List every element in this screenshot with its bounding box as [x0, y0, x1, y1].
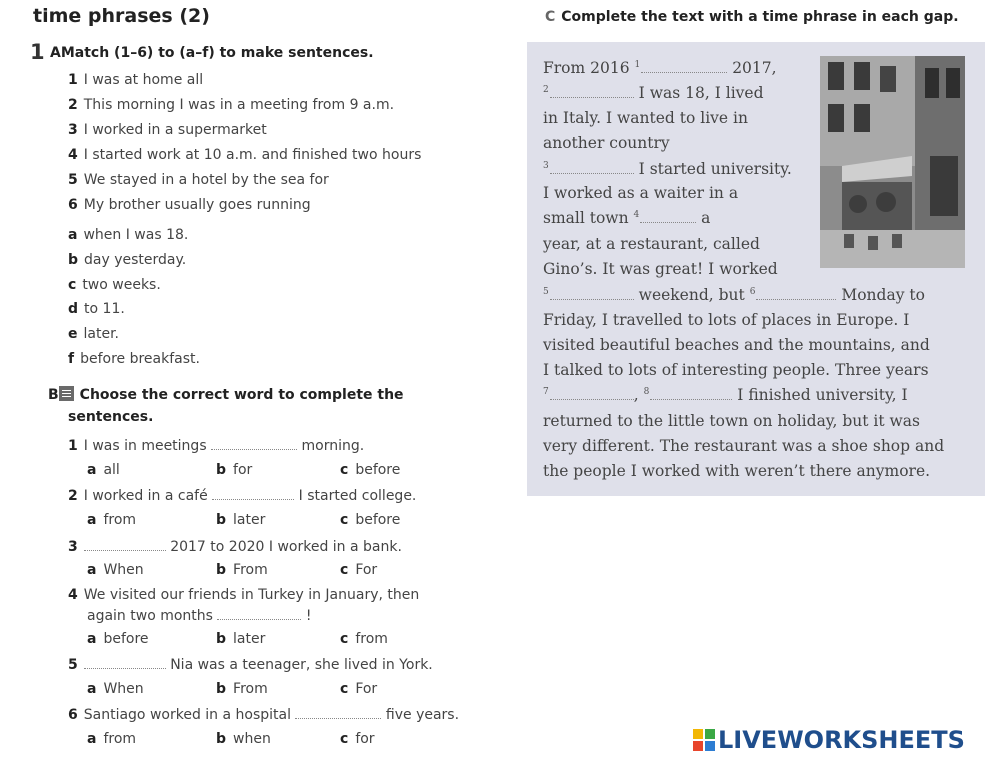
- option-a[interactable]: a before: [87, 631, 149, 647]
- option-c[interactable]: c for: [340, 731, 375, 747]
- book-icon: [59, 386, 74, 401]
- part-a-instruction: Match (1–6) to (a–f) to make sentences.: [60, 45, 374, 61]
- option-b[interactable]: b From: [216, 681, 268, 697]
- text-line: year, at a restaurant, called: [543, 235, 760, 253]
- option-a[interactable]: a from: [87, 731, 137, 747]
- text-line: $^7$ , $^8$ I finished university, I: [543, 386, 908, 404]
- list-item: f before breakfast.: [68, 351, 200, 367]
- option-c[interactable]: c before: [340, 462, 401, 478]
- question-6: 6 Santiago worked in a hospital five years.: [68, 707, 460, 723]
- list-item: 2 This morning I was in a meeting from 9 a.m.: [68, 97, 395, 113]
- answer-gap[interactable]: [212, 487, 294, 500]
- part-a-letter: A: [50, 45, 61, 61]
- exercise-number: 1: [30, 40, 45, 64]
- list-item: c two weeks.: [68, 277, 161, 293]
- question-4-line-2: again two months !: [87, 608, 312, 624]
- option-b[interactable]: b later: [216, 512, 266, 528]
- liveworksheets-logo: LIVEWORKSHEETS: [693, 726, 965, 754]
- question-5: 5 Nia was a teenager, she lived in York.: [68, 657, 433, 673]
- part-b-heading: [48, 386, 404, 403]
- answer-gap[interactable]: [550, 85, 634, 98]
- answer-gap[interactable]: [217, 607, 301, 620]
- answer-gap[interactable]: [550, 161, 634, 174]
- text-line: I worked as a waiter in a: [543, 184, 739, 202]
- answer-gap[interactable]: [641, 60, 727, 73]
- part-c-letter: C: [545, 9, 556, 25]
- question-3: 3 2017 to 2020 I worked in a bank.: [68, 539, 402, 555]
- text-line: very different. The restaurant was a shoe shop and: [543, 437, 945, 455]
- option-b[interactable]: b later: [216, 631, 266, 647]
- part-b-instruction-1: Choose the correct word to complete the: [79, 387, 404, 403]
- text-line: the people I worked with weren’t there anymore.: [543, 462, 931, 480]
- option-c[interactable]: c from: [340, 631, 388, 647]
- list-item: 6 My brother usually goes running: [68, 197, 311, 213]
- question-4: 4 We visited our friends in Turkey in January, then: [68, 587, 420, 603]
- option-a[interactable]: a When: [87, 681, 144, 697]
- page-title: time phrases (2): [33, 5, 210, 27]
- answer-gap[interactable]: [756, 287, 836, 300]
- list-item: 1 I was at home all: [68, 72, 204, 88]
- answer-gap[interactable]: [84, 538, 166, 551]
- option-c[interactable]: c before: [340, 512, 401, 528]
- answer-gap[interactable]: [295, 706, 381, 719]
- option-a[interactable]: a When: [87, 562, 144, 578]
- list-item: 5 We stayed in a hotel by the sea for: [68, 172, 329, 188]
- list-item: a when I was 18.: [68, 227, 189, 243]
- list-item: 4 I started work at 10 a.m. and finished two hours: [68, 147, 422, 163]
- question-1: 1 I was in meetings morning.: [68, 438, 365, 454]
- answer-gap[interactable]: [650, 387, 732, 400]
- text-line: $^5$ weekend, but $^6$ Monday to: [543, 286, 925, 304]
- text-line: small town $^4$ a: [543, 209, 711, 227]
- text-line: $^3$ I started university.: [543, 160, 792, 178]
- list-item: 3 I worked in a supermarket: [68, 122, 267, 138]
- text-line: visited beautiful beaches and the mountains, and: [543, 336, 930, 354]
- part-c-instruction: Complete the text with a time phrase in each gap.: [561, 9, 959, 25]
- restaurant-photo: [820, 56, 965, 268]
- option-a[interactable]: a from: [87, 512, 137, 528]
- text-line: another country: [543, 134, 670, 152]
- list-item: b day yesterday.: [68, 252, 187, 268]
- answer-gap[interactable]: [211, 437, 297, 450]
- part-a-heading: [50, 45, 374, 61]
- text-line: $^2$ I was 18, I lived: [543, 84, 764, 102]
- option-b[interactable]: b when: [216, 731, 271, 747]
- liveworksheets-logo-icon: [693, 729, 715, 751]
- part-c-heading: [545, 9, 959, 25]
- option-c[interactable]: c For: [340, 562, 378, 578]
- text-line: From 2016 $^1$ 2017,: [543, 59, 777, 77]
- text-line: Gino’s. It was great! I worked: [543, 260, 778, 278]
- text-line: Friday, I travelled to lots of places in Europe. I: [543, 311, 910, 329]
- text-line: in Italy. I wanted to live in: [543, 109, 748, 127]
- option-b[interactable]: b From: [216, 562, 268, 578]
- list-item: e later.: [68, 326, 119, 342]
- question-2: 2 I worked in a café I started college.: [68, 488, 417, 504]
- part-b-instruction-2: sentences.: [68, 409, 154, 425]
- option-b[interactable]: b for: [216, 462, 253, 478]
- answer-gap[interactable]: [640, 210, 696, 223]
- part-b-letter: B: [48, 387, 59, 403]
- text-line: returned to the little town on holiday, but it was: [543, 412, 920, 430]
- option-c[interactable]: c For: [340, 681, 378, 697]
- answer-gap[interactable]: [550, 287, 634, 300]
- list-item: d to 11.: [68, 301, 125, 317]
- option-a[interactable]: a all: [87, 462, 120, 478]
- answer-gap[interactable]: [84, 656, 166, 669]
- text-line: I talked to lots of interesting people. Three years: [543, 361, 929, 379]
- answer-gap[interactable]: [550, 387, 634, 400]
